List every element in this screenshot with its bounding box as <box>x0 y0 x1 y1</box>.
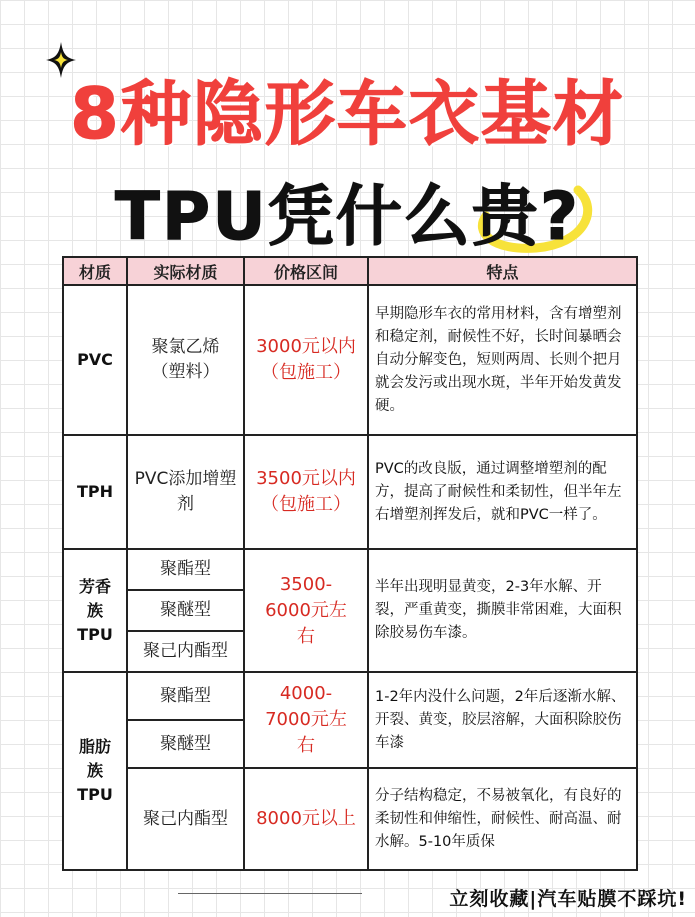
subtype-cell: 聚己内酯型 <box>127 631 244 672</box>
subtype-cell: 聚醚型 <box>127 590 244 631</box>
price-cell: 8000元以上 <box>244 768 368 870</box>
price-cell: 3500元以内（包施工） <box>244 435 368 549</box>
subtype-cell: 聚己内酯型 <box>127 768 244 870</box>
price-cell: 4000-7000元左右 <box>244 672 368 768</box>
price-cell: 3500-6000元左右 <box>244 549 368 672</box>
material-cell: TPH <box>63 435 127 549</box>
header-features: 特点 <box>368 257 637 285</box>
table-row <box>63 672 637 720</box>
subtype-cell: 聚醚型 <box>127 720 244 768</box>
table-row <box>63 435 637 549</box>
subtype-cell: 聚酯型 <box>127 549 244 590</box>
header-material: 材质 <box>63 257 127 285</box>
feature-cell: 早期隐形车衣的常用材料，含有增塑剂和稳定剂，耐候性不好，长时间暴晒会自动分解变色，短则两周、长则个把月就会发污或出现水斑，半年开始发黄发硬。 <box>368 285 637 435</box>
table-row <box>63 549 637 590</box>
table-header-row <box>63 257 637 285</box>
header-price-range: 价格区间 <box>244 257 368 285</box>
feature-cell: 半年出现明显黄变，2-3年水解、开裂，严重黄变，撕膜非常困难，大面积除胶易伤车漆。 <box>368 549 637 672</box>
table-row <box>63 768 637 870</box>
header-actual-material: 实际材质 <box>127 257 244 285</box>
price-cell: 3000元以内（包施工） <box>244 285 368 435</box>
feature-cell: 分子结构稳定，不易被氧化，有良好的柔韧性和伸缩性，耐候性、耐高温、耐水解。5-10年质保 <box>368 768 637 870</box>
page-title: 8种隐形车衣基材 <box>70 73 625 155</box>
subtype-cell: 聚酯型 <box>127 672 244 720</box>
actual-material-cell: PVC添加增塑剂 <box>127 435 244 549</box>
table-row <box>63 285 637 435</box>
footer-text: 立刻收藏|汽车贴膜不踩坑! <box>449 888 687 910</box>
material-cell: PVC <box>63 285 127 435</box>
material-cell: 脂肪族TPU <box>63 672 127 870</box>
footer-divider <box>178 893 362 894</box>
comparison-table <box>62 256 638 871</box>
page-subtitle: TPU凭什么贵? <box>114 178 581 255</box>
feature-cell: PVC的改良版，通过调整增塑剂的配方，提高了耐候性和柔韧性，但半年左右增塑剂挥发后，就和PVC一样了。 <box>368 435 637 549</box>
actual-material-cell: 聚氯乙烯（塑料） <box>127 285 244 435</box>
feature-cell: 1-2年内没什么问题，2年后逐渐水解、开裂、黄变，胶层溶解，大面积除胶伤车漆 <box>368 672 637 768</box>
material-cell: 芳香族TPU <box>63 549 127 672</box>
